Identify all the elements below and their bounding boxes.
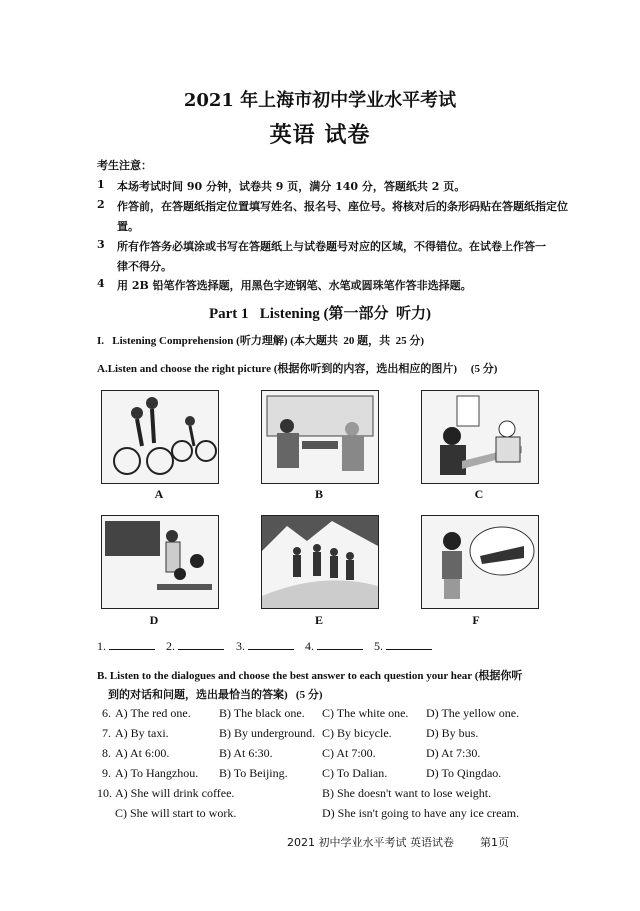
question-number: 9. (102, 766, 111, 780)
answer-option: C) By bicycle. (322, 726, 392, 740)
picture-label: A (154, 487, 164, 501)
answer-blank[interactable] (374, 639, 432, 654)
notice-text: 律不得分。 (117, 260, 172, 273)
question-number: 10. (97, 786, 112, 800)
answer-blank[interactable] (166, 639, 224, 654)
cyclists-picture (101, 390, 219, 484)
notice-num: 1 (97, 178, 105, 191)
blank-number: 1. (97, 639, 106, 653)
answer-option: B) At 6:30. (219, 746, 273, 760)
answer-option: D) At 7:30. (426, 746, 481, 760)
hiking-group-picture (261, 515, 379, 609)
part-heading: Part 1 Listening (第一部分 听力) (208, 306, 432, 322)
section-b-heading: B. Listen to the dialogues and choose the best answer to each question your hear (根据你听 (97, 670, 523, 682)
answer-option: A) At 6:00. (115, 746, 170, 760)
section-a-heading: A.Listen and choose the right picture (根据你听到的内容，选出相应的图片) (5 分) (97, 363, 498, 375)
section-b-heading: 到的对话和问题，选出最恰当的答案) (5 分) (108, 689, 323, 701)
picture-label: D (149, 613, 159, 627)
answer-option: D) She isn't going to have any ice cream. (322, 806, 520, 820)
exam-title: 2021 年上海市初中学业水平考试 (183, 90, 457, 111)
answer-option: A) By taxi. (115, 726, 169, 740)
answer-option: D) To Qingdao. (426, 766, 502, 780)
blank-number: 5. (374, 639, 383, 653)
notice-text: 本场考试时间 90 分钟，试卷共 9 页，满分 140 分，答题纸共 2 页。 (117, 180, 466, 193)
answer-option: A) The red one. (115, 706, 191, 720)
question-number: 7. (102, 726, 111, 740)
notice-text: 所有作答务必填涂或书写在答题纸上与试卷题号对应的区域，不得错位。在试卷上作答一 (117, 240, 546, 253)
notice-num: 3 (97, 238, 105, 251)
answer-blank[interactable] (236, 639, 294, 654)
answer-option: D) By bus. (426, 726, 479, 740)
exam-subtitle: 英语 试卷 (269, 122, 371, 148)
answer-blank[interactable] (97, 639, 155, 654)
question-number: 6. (102, 706, 111, 720)
classroom-picture (101, 515, 219, 609)
answer-option: D) The yellow one. (426, 706, 520, 720)
answer-option: C) She will start to work. (115, 806, 237, 820)
question-number: 8. (102, 746, 111, 760)
blank-number: 3. (236, 639, 245, 653)
section-heading: I. Listening Comprehension (听力理解) (本大题共 20 题，共 25 分) (97, 335, 425, 347)
notice-text: 用 2B 铅笔作答选择题，用黑色字迹钢笔、水笔或圆珠笔作答非选择题。 (117, 279, 472, 292)
answer-option: B) The black one. (219, 706, 305, 720)
blank-number: 4. (305, 639, 314, 653)
notice-num: 2 (97, 198, 105, 211)
answer-blank[interactable] (305, 639, 363, 654)
answer-option: C) At 7:00. (322, 746, 376, 760)
blank-number: 2. (166, 639, 175, 653)
answer-option: B) By underground. (219, 726, 316, 740)
answer-option: A) To Hangzhou. (115, 766, 199, 780)
cafe-conversation-picture (261, 390, 379, 484)
footer-exam-name: 2021 初中学业水平考试 英语试卷 (287, 836, 454, 849)
answer-option: C) The white one. (322, 706, 409, 720)
picture-label: B (314, 487, 323, 501)
notice-text: 置。 (117, 220, 139, 233)
notice-text: 作答前，在答题纸指定位置填写姓名、报名号、座位号。将核对后的条形码贴在答题纸指定位 (117, 200, 568, 213)
answer-option: C) To Dalian. (322, 766, 388, 780)
doctor-patient-picture (421, 390, 539, 484)
answer-option: B) She doesn't want to lose weight. (322, 786, 492, 800)
picture-label: F (472, 613, 480, 627)
picture-label: E (314, 613, 323, 627)
answer-option: A) She will drink coffee. (115, 786, 235, 800)
answer-option: B) To Beijing. (219, 766, 288, 780)
picture-label: C (474, 487, 484, 501)
notice-num: 4 (97, 277, 105, 290)
footer-page-number: 第1页 (480, 836, 509, 849)
girl-thinking-piano-picture (421, 515, 539, 609)
notice-heading: 考生注意： (97, 159, 152, 172)
